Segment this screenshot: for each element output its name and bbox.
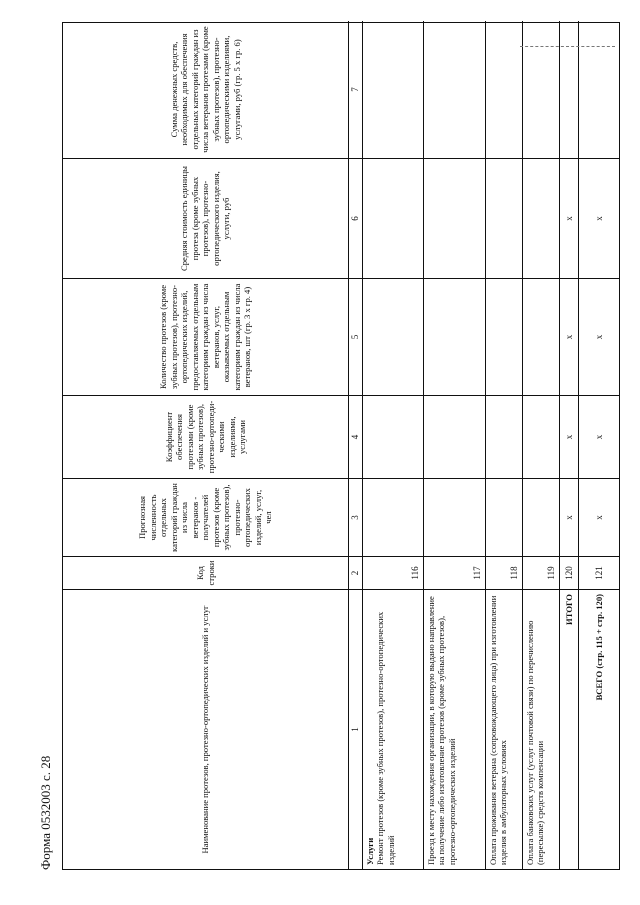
col-number-1: 1 [349, 589, 363, 869]
row-120-code: 120 [560, 556, 579, 589]
header-name: Наименование протезов, протезно-ортопедических изделий и услуг [63, 589, 349, 869]
header-code: Код строки [63, 556, 349, 589]
row-118-col5[interactable] [486, 278, 523, 395]
row-116-col7[interactable] [363, 21, 424, 158]
row-117-col3[interactable] [424, 478, 486, 556]
cut-line [520, 45, 615, 47]
row-120-col7[interactable] [560, 21, 579, 158]
col-number-6: 6 [349, 158, 363, 278]
row-120-col3: x [560, 478, 579, 556]
row-116-col3[interactable] [363, 478, 424, 556]
row-121-code: 121 [579, 556, 619, 589]
row-117-col6[interactable] [424, 158, 486, 278]
row-116-label: Ремонт протезов (кроме зубных протезов), протезно-ортопедических изделий [375, 611, 396, 865]
data-table [62, 22, 620, 870]
row-116-name [363, 589, 424, 869]
header-col7: Сумма денежных средств, необходимых для обеспечения отдельных категорий граждан из числа ветеранов протезами (кроме зубных протезов), протезно-ортопедическими изделиями, услугами, руб (гр. 5 x гр. 6) [63, 21, 349, 158]
row-116-col4[interactable] [363, 395, 424, 478]
row-121-col5: x [579, 278, 619, 395]
row-119-col6[interactable] [523, 158, 560, 278]
col-number-5: 5 [349, 278, 363, 395]
header-col6: Средняя стоимость единицы протеза (кроме зубных протезов), протезно-ортопедического изделия, услуги, руб [63, 158, 349, 278]
header-col4: Коэффициент обеспечения протезами (кроме зубных протезов), протезно-ортопеди-ческими изделиями, услугами [63, 395, 349, 478]
row-117-col5[interactable] [424, 278, 486, 395]
row-119-col4[interactable] [523, 395, 560, 478]
row-118-code: 118 [486, 556, 523, 589]
col-number-2: 2 [349, 556, 363, 589]
row-121-col3: x [579, 478, 619, 556]
row-119-col3[interactable] [523, 478, 560, 556]
header-col5: Количество протезов (кроме зубных протезов), протезно-ортопедических изделий, предоставляемых отдельным категориям граждан из числа ветеранов, услуг, оказываемых отдельным категориям граждан из числа ветеранов, шт (гр. 3 x гр. 4) [63, 278, 349, 395]
row-118-col6[interactable] [486, 158, 523, 278]
col-number-3: 3 [349, 478, 363, 556]
row-120-col4: x [560, 395, 579, 478]
row-116-col6[interactable] [363, 158, 424, 278]
row-119-col7[interactable] [523, 21, 560, 158]
form-label: Форма 0532003 с. 28 [38, 755, 53, 870]
row-120-name: ИТОГО [560, 589, 579, 869]
col-number-7: 7 [349, 21, 363, 158]
row-117-col4[interactable] [424, 395, 486, 478]
row-118-col4[interactable] [486, 395, 523, 478]
header-col3: Прогнозная численность отдельных категорий граждан из числа ветеранов - получателей протезов (кроме зубных протезов), протезно-ортопедических изделий, услуг, чел [63, 478, 349, 556]
row-118-col3[interactable] [486, 478, 523, 556]
row-120-col5: x [560, 278, 579, 395]
row-121-name: ВСЕГО (стр. 115 + стр. 120) [579, 589, 619, 869]
section-title: Услуги [365, 837, 375, 865]
row-117-col7[interactable] [424, 21, 486, 158]
col-number-4: 4 [349, 395, 363, 478]
row-118-col7[interactable] [486, 21, 523, 158]
row-117-name: Проезд к месту нахождения организации, в которую выдано направление на получение либо изготовление протезов (кроме зубных протезов), протезно-ортопедических изделий [424, 589, 486, 869]
row-119-name: Оплата банковских услуг (услуг почтовой связи) по перечислению (пересылке) средств компенсации [523, 589, 560, 869]
row-121-col6: x [579, 158, 619, 278]
row-119-code: 119 [523, 556, 560, 589]
row-121-col7[interactable] [579, 21, 619, 158]
row-117-code: 117 [424, 556, 486, 589]
row-116-code: 116 [363, 556, 424, 589]
row-119-col5[interactable] [523, 278, 560, 395]
row-118-name: Оплата проживания ветерана (сопровождающего лица) при изготовлении изделия в амбулаторных условиях [486, 589, 523, 869]
row-116-col5[interactable] [363, 278, 424, 395]
row-121-col4: x [579, 395, 619, 478]
row-120-col6: x [560, 158, 579, 278]
